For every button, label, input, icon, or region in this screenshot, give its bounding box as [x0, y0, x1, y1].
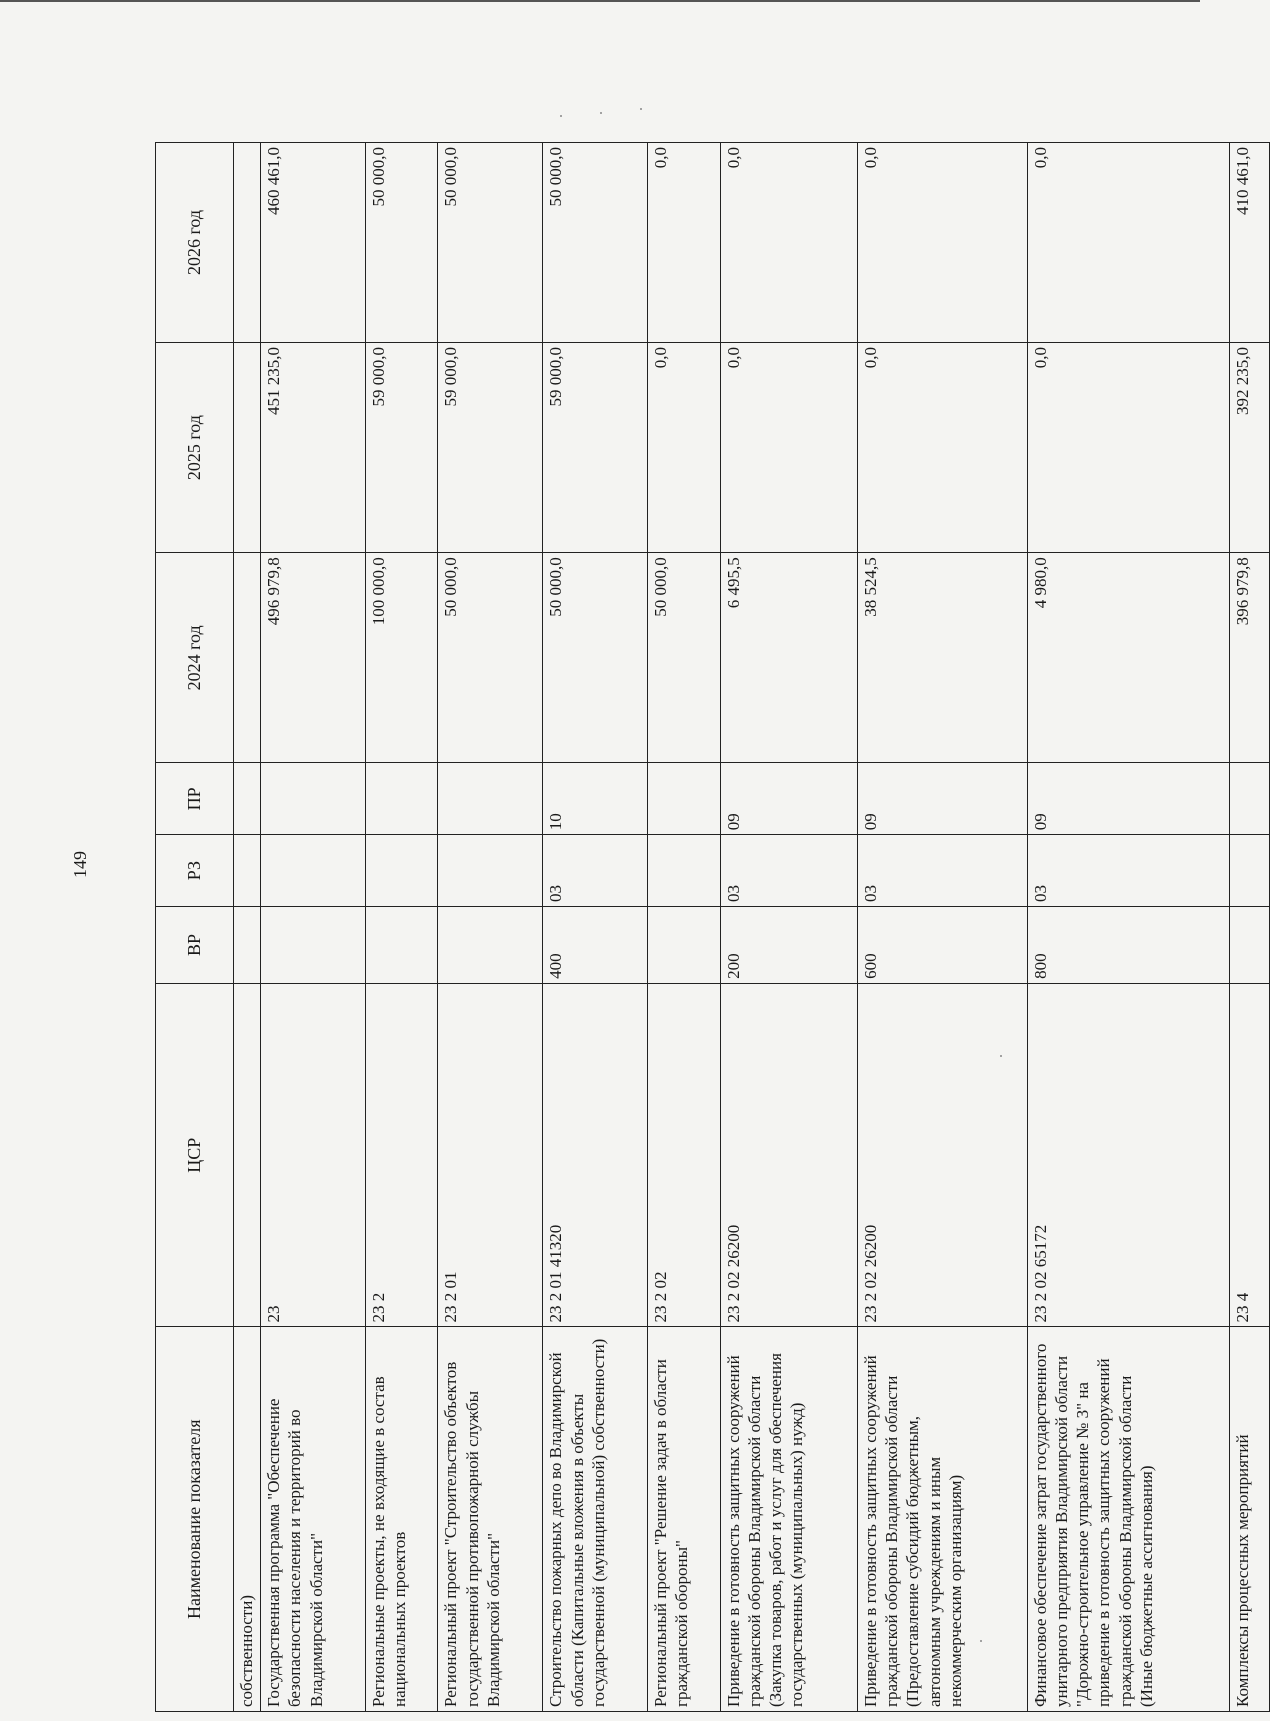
- cell-csr: 23 2 02 65172: [1027, 983, 1229, 1327]
- cell-vr: 800: [1027, 907, 1229, 984]
- cell-pr: [365, 763, 437, 835]
- budget-table: [155, 142, 1270, 1712]
- cell-name: Строительство пожарных депо во Владимирской области (Капитальные вложения в объекты государственной (муниципальной) собственности): [543, 1327, 648, 1712]
- cell-2026: 0,0: [1027, 143, 1229, 343]
- header-pr: ПР: [156, 763, 234, 835]
- cell-name: Приведение в готовность защитных сооружений гражданской обороны Владимирской области (Закупка товаров, работ и услуг для обеспечения государственных (муниципальных) нужд): [720, 1327, 857, 1712]
- cell-2024: 496 979,8: [261, 553, 366, 763]
- cell-2026: 410 461,0: [1229, 143, 1269, 343]
- table-row: [857, 143, 1027, 1712]
- cell-vr: 200: [720, 907, 857, 984]
- cell-pr: 10: [543, 763, 648, 835]
- cell-2026: 0,0: [720, 143, 857, 343]
- top-border-line: [0, 0, 1200, 2]
- cell-2026: 50 000,0: [543, 143, 648, 343]
- cell-csr: 23 2 02: [648, 983, 720, 1327]
- scan-speck: [1000, 1055, 1002, 1057]
- budget-table-container: [155, 142, 1270, 1712]
- cell-2024: 4 980,0: [1027, 553, 1229, 763]
- cell-csr: 23: [261, 983, 366, 1327]
- cell-rz: 03: [1027, 835, 1229, 907]
- cell-pr: [648, 763, 720, 835]
- cell-pr: [261, 763, 366, 835]
- cell-2025: 0,0: [857, 343, 1027, 553]
- cell-vr: [1229, 907, 1269, 984]
- table-row: [720, 143, 857, 1712]
- header-csr: ЦСР: [156, 983, 234, 1327]
- cell-vr: [648, 907, 720, 984]
- cell-vr: [234, 907, 261, 984]
- cell-rz: [261, 835, 366, 907]
- cell-pr: 09: [720, 763, 857, 835]
- cell-2026: [234, 143, 261, 343]
- cell-2024: [234, 553, 261, 763]
- header-vr: ВР: [156, 907, 234, 984]
- cell-pr: 09: [857, 763, 1027, 835]
- scan-speck: [980, 1640, 982, 1642]
- cell-name: Финансовое обеспечение затрат государственного унитарного предприятия Владимирской области "Дорожно-строительное управление № 3" на приведение в готовность защитных сооружений гражданской обороны Владимирской области (Иные бюджетные ассигнования): [1027, 1327, 1229, 1712]
- scan-speck: [600, 112, 602, 114]
- cell-vr: [365, 907, 437, 984]
- cell-pr: [234, 763, 261, 835]
- cell-2026: 50 000,0: [365, 143, 437, 343]
- cell-rz: [1229, 835, 1269, 907]
- cell-name: Приведение в готовность защитных сооружений гражданской обороны Владимирской области (Предоставление субсидий бюджетным, автономным учреждениям и иным некоммерческим организациям): [857, 1327, 1027, 1712]
- cell-2024: 100 000,0: [365, 553, 437, 763]
- cell-csr: 23 2 01 41320: [543, 983, 648, 1327]
- table-row: [261, 143, 366, 1712]
- cell-2025: 0,0: [648, 343, 720, 553]
- header-2024: 2024 год: [156, 553, 234, 763]
- cell-2024: 38 524,5: [857, 553, 1027, 763]
- cell-rz: [648, 835, 720, 907]
- header-rz: РЗ: [156, 835, 234, 907]
- cell-2024: 50 000,0: [438, 553, 543, 763]
- cell-2026: 0,0: [857, 143, 1027, 343]
- cell-name: Региональный проект "Решение задач в области гражданской обороны": [648, 1327, 720, 1712]
- header-2026: 2026 год: [156, 143, 234, 343]
- header-2025: 2025 год: [156, 343, 234, 553]
- cell-pr: [438, 763, 543, 835]
- cell-2025: 59 000,0: [365, 343, 437, 553]
- cell-csr: [234, 983, 261, 1327]
- cell-rz: [365, 835, 437, 907]
- cell-2024: 50 000,0: [543, 553, 648, 763]
- cell-2024: 50 000,0: [648, 553, 720, 763]
- cell-2026: 50 000,0: [438, 143, 543, 343]
- cell-name: Государственная программа "Обеспечение безопасности населения и территорий во Владимирской области": [261, 1327, 366, 1712]
- table-header-row: [156, 143, 234, 1712]
- cell-csr: 23 2 01: [438, 983, 543, 1327]
- cell-2025: 451 235,0: [261, 343, 366, 553]
- cell-2024: 6 495,5: [720, 553, 857, 763]
- cell-csr: 23 4: [1229, 983, 1269, 1327]
- cell-name: Региональные проекты, не входящие в состав национальных проектов: [365, 1327, 437, 1712]
- cell-vr: [438, 907, 543, 984]
- cell-2025: [234, 343, 261, 553]
- cell-2025: 59 000,0: [438, 343, 543, 553]
- table-row: [365, 143, 437, 1712]
- cell-vr: [261, 907, 366, 984]
- cell-name: Региональный проект "Строительство объектов государственной противопожарной службы Владимирской области": [438, 1327, 543, 1712]
- cell-rz: [234, 835, 261, 907]
- cell-csr: 23 2 02 26200: [857, 983, 1027, 1327]
- scan-speck: [640, 108, 642, 110]
- cell-pr: [1229, 763, 1269, 835]
- table-row: [1027, 143, 1229, 1712]
- cell-2024: 396 979,8: [1229, 553, 1269, 763]
- table-row: [234, 143, 261, 1712]
- cell-rz: [438, 835, 543, 907]
- table-row: [648, 143, 720, 1712]
- table-row: [1229, 143, 1269, 1712]
- table-body: [234, 143, 1270, 1712]
- cell-csr: 23 2: [365, 983, 437, 1327]
- scan-speck: [560, 115, 562, 117]
- cell-2026: 0,0: [648, 143, 720, 343]
- cell-name: Комплексы процессных мероприятий: [1229, 1327, 1269, 1712]
- cell-rz: 03: [720, 835, 857, 907]
- cell-2025: 0,0: [1027, 343, 1229, 553]
- table-row: [438, 143, 543, 1712]
- cell-2025: 392 235,0: [1229, 343, 1269, 553]
- cell-2025: 59 000,0: [543, 343, 648, 553]
- cell-rz: 03: [543, 835, 648, 907]
- cell-pr: 09: [1027, 763, 1229, 835]
- table-row: [543, 143, 648, 1712]
- header-name: Наименование показателя: [156, 1327, 234, 1712]
- cell-name: собственности): [234, 1327, 261, 1712]
- cell-2026: 460 461,0: [261, 143, 366, 343]
- page-number: 149: [70, 851, 90, 878]
- cell-csr: 23 2 02 26200: [720, 983, 857, 1327]
- cell-vr: 400: [543, 907, 648, 984]
- cell-rz: 03: [857, 835, 1027, 907]
- cell-vr: 600: [857, 907, 1027, 984]
- cell-2025: 0,0: [720, 343, 857, 553]
